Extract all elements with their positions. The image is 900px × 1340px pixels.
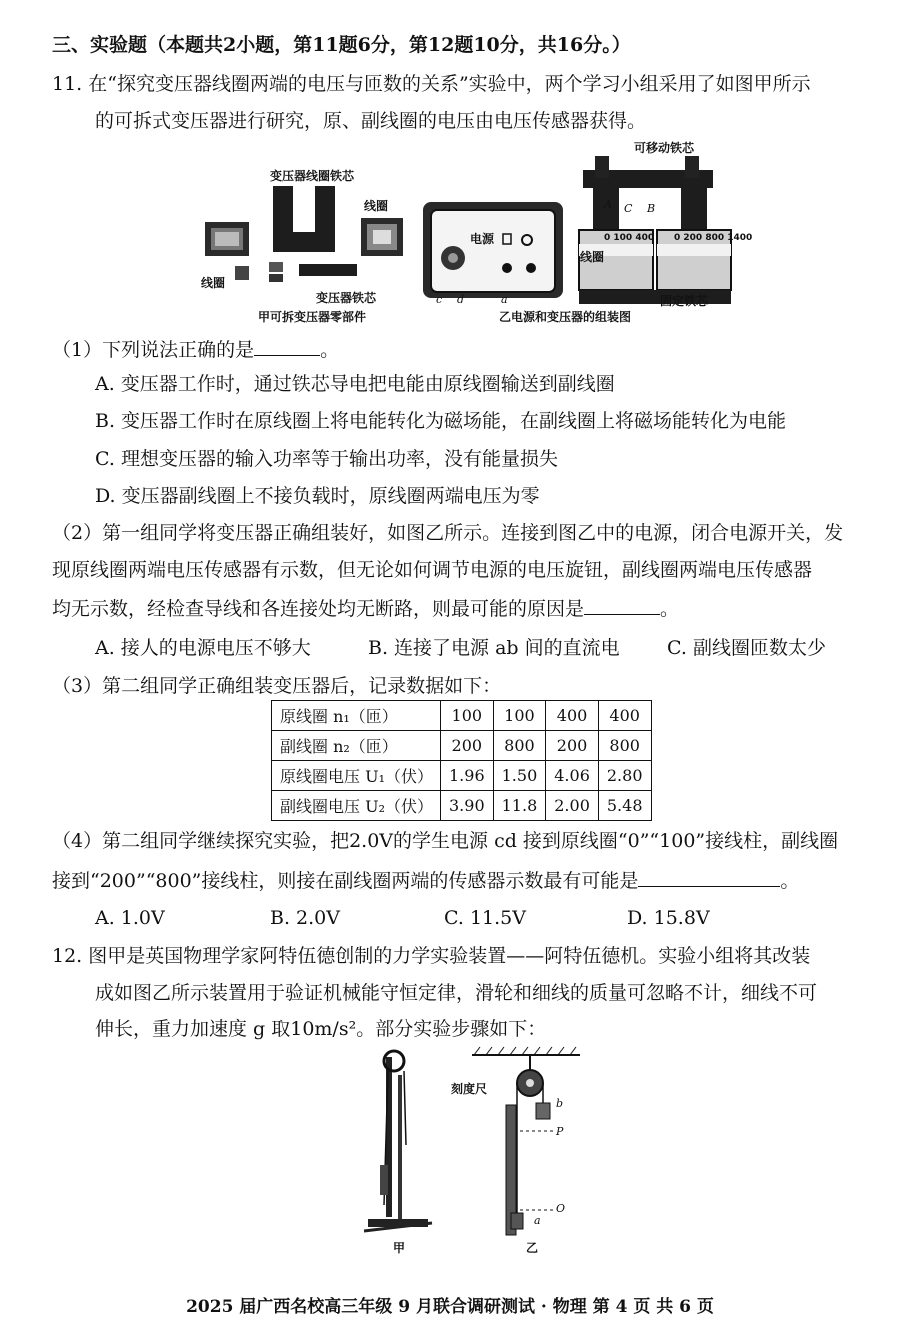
- section-title: 三、实验题（本题共2小题，第11题6分，第12题10分，共16分。）: [52, 34, 631, 56]
- q11-p1-end: 。: [320, 339, 340, 361]
- q11-p1-option-c: C. 理想变压器的输入功率等于输出功率，没有能量损失: [95, 448, 558, 470]
- q11-p2-option-a: A. 接人的电源电压不够大: [95, 637, 311, 659]
- table-cell: 1.96: [441, 761, 494, 791]
- ceiling-image: [472, 1047, 580, 1071]
- q11-p4-line2: [52, 866, 799, 894]
- table-cell: 4.06: [546, 761, 599, 791]
- terminal-a: a: [501, 293, 508, 306]
- caption-jia: 甲可拆变压器零部件: [258, 310, 367, 324]
- q11-p2-option-b: B. 连接了电源 ab 间的直流电: [368, 637, 620, 659]
- label-a: a: [534, 1214, 541, 1227]
- q11-intro-line1: 11. 在“探究变压器线圈两端的电压与匝数的关系”实验中，两个学习小组采用了如图甲所示: [52, 73, 811, 95]
- scale-left: 0 100 400: [604, 233, 655, 243]
- table-cell: 2.80: [598, 761, 651, 791]
- u-core-image: [273, 186, 335, 252]
- table-row: [272, 761, 652, 791]
- label-movable-core: 可移动铁芯: [634, 141, 695, 155]
- label-core-bottom: 变压器铁芯: [316, 291, 377, 305]
- table-cell: 3.90: [441, 791, 494, 821]
- table-row-header: 原线圈电压 U₁（伏）: [272, 761, 441, 791]
- answer-blank: [638, 866, 780, 887]
- page-footer: 2025 届广西名校高三年级 9 月联合调研测试 · 物理 第 4 页 共 6 页: [186, 1297, 714, 1317]
- caption-yi-q12: 乙: [526, 1241, 539, 1255]
- q11-p2-line2: 现原线圈两端电压传感器有示数，但无论如何调节电源的电压旋钮，副线圈两端电压传感器: [52, 559, 813, 581]
- table-cell: 11.8: [493, 791, 546, 821]
- power-supply-image: [423, 202, 563, 298]
- coil-right-image: [361, 218, 403, 256]
- atwood-machine-image: [364, 1051, 432, 1231]
- terminal-c: c: [436, 293, 443, 306]
- q11-p1-stem: [52, 335, 339, 363]
- bar-core-image: [299, 264, 357, 276]
- table-cell: 100: [441, 701, 494, 731]
- label-core-coil: 变压器线圈铁芯: [270, 169, 355, 183]
- label-coil-right: 线圈: [364, 199, 389, 213]
- table-cell: 200: [441, 731, 494, 761]
- coil-left-image: [205, 222, 249, 280]
- q11-p2-line1: （2）第一组同学将变压器正确组装好，如图乙所示。连接到图乙中的电源，闭合电源开关，发: [52, 522, 844, 544]
- q11-p4-option-d: D. 15.8V: [627, 907, 710, 929]
- assembled-transformer-image: [579, 156, 731, 304]
- q11-p2-line3-text: 均无示数，经检查导线和各连接处均无断路，则最可能的原因是: [52, 598, 585, 620]
- q11-p1-stem-text: （1）下列说法正确的是: [52, 339, 255, 361]
- q11-p4-end: 。: [780, 870, 800, 892]
- caption-yi: 乙电源和变压器的组装图: [499, 310, 632, 324]
- label-C: C: [624, 202, 633, 215]
- scale-right: 0 200 800 1400: [674, 233, 753, 243]
- q11-p3-stem: （3）第二组同学正确组装变压器后，记录数据如下：: [52, 675, 502, 697]
- table-row-header: 原线圈 n₁（匝）: [272, 701, 441, 731]
- q11-p2-line3: [52, 594, 679, 622]
- block-b-image: [536, 1103, 550, 1119]
- table-cell: 800: [493, 731, 546, 761]
- q12-line2: 成如图乙所示装置用于验证机械能守恒定律，滑轮和细线的质量可忽略不计，细线不可: [95, 982, 818, 1004]
- q11-p1-option-a: A. 变压器工作时，通过铁芯导电把电能由原线圈输送到副线圈: [95, 373, 615, 395]
- table-row-header: 副线圈 n₂（匝）: [272, 731, 441, 761]
- table-cell: 400: [546, 701, 599, 731]
- table-row: [272, 701, 652, 731]
- table-cell: 100: [493, 701, 546, 731]
- q12-figure: [360, 1045, 590, 1255]
- label-O: O: [556, 1202, 566, 1215]
- q11-p4-option-b: B. 2.0V: [270, 907, 340, 929]
- block-a-image: [511, 1213, 523, 1229]
- q11-p2-end: 。: [660, 598, 680, 620]
- caption-jia-q12: 甲: [393, 1241, 406, 1255]
- label-coil-left: 线圈: [201, 276, 226, 290]
- pulley-image: [517, 1070, 543, 1096]
- answer-blank: [584, 594, 660, 615]
- q11-p4-line2-text: 接到“200”“800”接线柱，则接在副线圈两端的传感器示数最有可能是: [52, 870, 639, 892]
- q11-intro-line2: 的可拆式变压器进行研究，原、副线圈的电压由电压传感器获得。: [95, 110, 647, 132]
- label-b: b: [556, 1097, 564, 1110]
- answer-blank: [254, 335, 320, 356]
- q11-p4-line1: （4）第二组同学继续探究实验，把2.0V的学生电源 cd 接到原线圈“0”“100”接线柱，副线圈: [52, 830, 839, 852]
- label-coil-yi: 线圈: [580, 250, 605, 264]
- table-cell: 5.48: [598, 791, 651, 821]
- q12-line1: 12. 图甲是英国物理学家阿特伍德创制的力学实验装置——阿特伍德机。实验小组将其改装: [52, 945, 811, 967]
- label-A: A: [604, 198, 612, 211]
- table-row: [272, 731, 652, 761]
- label-power: 电源: [470, 232, 495, 246]
- q11-p4-option-a: A. 1.0V: [95, 907, 165, 929]
- table-row-header: 副线圈电压 U₂（伏）: [272, 791, 441, 821]
- q11-p1-option-b: B. 变压器工作时在原线圈上将电能转化为磁场能，在副线圈上将磁场能转化为电能: [95, 410, 787, 432]
- table-cell: 400: [598, 701, 651, 731]
- label-P: P: [556, 1125, 564, 1138]
- table-cell: 2.00: [546, 791, 599, 821]
- table-cell: 800: [598, 731, 651, 761]
- label-ruler: 刻度尺: [451, 1082, 488, 1096]
- table-row: [272, 791, 652, 821]
- q11-p4-option-c: C. 11.5V: [444, 907, 526, 929]
- table-cell: 200: [546, 731, 599, 761]
- q12-line3: 伸长，重力加速度 g 取10m/s²。部分实验步骤如下：: [95, 1018, 547, 1040]
- table-cell: 1.50: [493, 761, 546, 791]
- bolt-image: [269, 262, 283, 282]
- terminal-d: d: [457, 293, 465, 306]
- q11-p1-option-d: D. 变压器副线圈上不接负载时，原线圈两端电压为零: [95, 485, 540, 507]
- q11-p2-option-c: C. 副线圈匝数太少: [667, 637, 826, 659]
- data-table: [271, 700, 652, 821]
- label-fixed-core: 固定铁芯: [660, 294, 709, 308]
- label-B: B: [647, 202, 656, 215]
